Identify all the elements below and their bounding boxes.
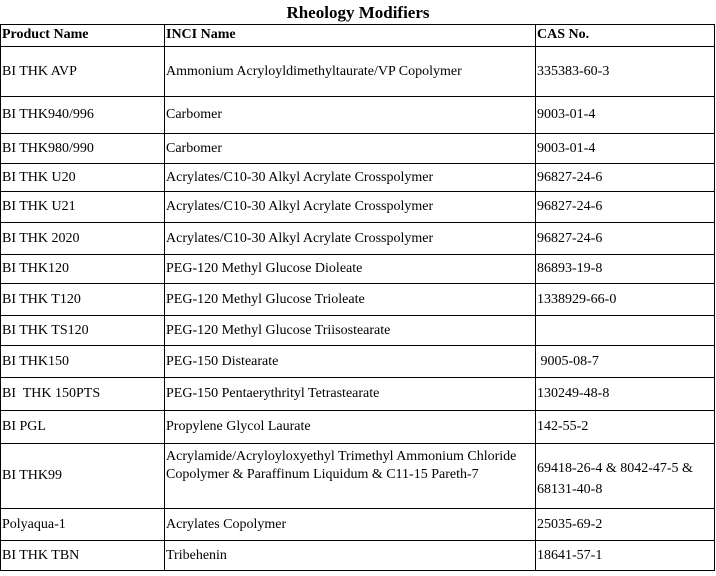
inci-name-cell: PEG-120 Methyl Glucose Triisostearate <box>165 316 536 346</box>
cas-no-cell <box>536 316 715 346</box>
cas-no-cell: 96827-24-6 <box>536 223 715 255</box>
product-name-cell: BI THK TBN <box>1 541 165 571</box>
cas-no-cell: 335383-60-3 <box>536 47 715 97</box>
table-row <box>1 97 715 134</box>
inci-name-cell: Acrylates/C10-30 Alkyl Acrylate Crosspolymer <box>165 223 536 255</box>
product-name-cell: BI THK99 <box>1 444 165 509</box>
table-row <box>1 134 715 164</box>
cas-no-cell: 9003-01-4 <box>536 134 715 164</box>
inci-name-cell: Acrylates Copolymer <box>165 509 536 541</box>
inci-name-cell: Acrylates/C10-30 Alkyl Acrylate Crosspolymer <box>165 164 536 192</box>
product-name-cell: BI PGL <box>1 411 165 444</box>
inci-name-cell: Ammonium Acryloyldimethyltaurate/VP Copolymer <box>165 47 536 97</box>
cas-no-cell: 1338929-66-0 <box>536 284 715 316</box>
cas-no-cell: 142-55-2 <box>536 411 715 444</box>
product-name-cell: BI THK150 <box>1 346 165 378</box>
product-name-cell: BI THK940/996 <box>1 97 165 134</box>
table-row <box>1 284 715 316</box>
header-inci-name: INCI Name <box>165 25 536 47</box>
rheology-modifiers-table <box>0 24 715 571</box>
table-row <box>1 444 715 509</box>
inci-name-cell: Acrylamide/Acryloyloxyethyl Trimethyl Ammonium Chloride Copolymer & Paraffinum Liquidum & C11-15 Pareth-7 <box>165 444 536 509</box>
inci-name-cell: PEG-150 Pentaerythrityl Tetrastearate <box>165 378 536 411</box>
product-name-cell: BI THK T120 <box>1 284 165 316</box>
inci-name-cell: Acrylates/C10-30 Alkyl Acrylate Crosspolymer <box>165 192 536 223</box>
table-row <box>1 346 715 378</box>
table-row <box>1 47 715 97</box>
table-row <box>1 411 715 444</box>
cas-no-cell: 96827-24-6 <box>536 192 715 223</box>
header-row <box>1 25 715 47</box>
cas-no-cell: 96827-24-6 <box>536 164 715 192</box>
table-row <box>1 255 715 284</box>
cas-no-cell: 86893-19-8 <box>536 255 715 284</box>
cas-no-cell: 69418-26-4 & 8042-47-5 & 68131-40-8 <box>536 444 715 509</box>
cas-no-cell: 130249-48-8 <box>536 378 715 411</box>
product-name-cell: BI THK120 <box>1 255 165 284</box>
inci-name-cell: Propylene Glycol Laurate <box>165 411 536 444</box>
table-row <box>1 316 715 346</box>
table-row <box>1 223 715 255</box>
inci-name-cell: Tribehenin <box>165 541 536 571</box>
cas-no-cell: 25035-69-2 <box>536 509 715 541</box>
cas-no-cell: 18641-57-1 <box>536 541 715 571</box>
product-name-cell: BI THK 2020 <box>1 223 165 255</box>
cas-no-cell: 9003-01-4 <box>536 97 715 134</box>
product-name-cell: BI THK980/990 <box>1 134 165 164</box>
product-name-cell: BI THK U20 <box>1 164 165 192</box>
inci-name-cell: Carbomer <box>165 97 536 134</box>
table-row <box>1 192 715 223</box>
inci-name-cell: PEG-120 Methyl Glucose Trioleate <box>165 284 536 316</box>
table-row <box>1 378 715 411</box>
table-title: Rheology Modifiers <box>286 3 430 22</box>
inci-name-cell: PEG-120 Methyl Glucose Dioleate <box>165 255 536 284</box>
table-row <box>1 541 715 571</box>
product-name-cell: BI THK AVP <box>1 47 165 97</box>
product-name-cell: BI THK 150PTS <box>1 378 165 411</box>
table-row <box>1 509 715 541</box>
table-row <box>1 164 715 192</box>
product-name-cell: Polyaqua-1 <box>1 509 165 541</box>
inci-name-cell: Carbomer <box>165 134 536 164</box>
product-name-cell: BI THK TS120 <box>1 316 165 346</box>
header-product-name: Product Name <box>1 25 165 47</box>
inci-name-cell: PEG-150 Distearate <box>165 346 536 378</box>
product-name-cell: BI THK U21 <box>1 192 165 223</box>
header-cas-no: CAS No. <box>536 25 715 47</box>
cas-no-cell: 9005-08-7 <box>536 346 715 378</box>
